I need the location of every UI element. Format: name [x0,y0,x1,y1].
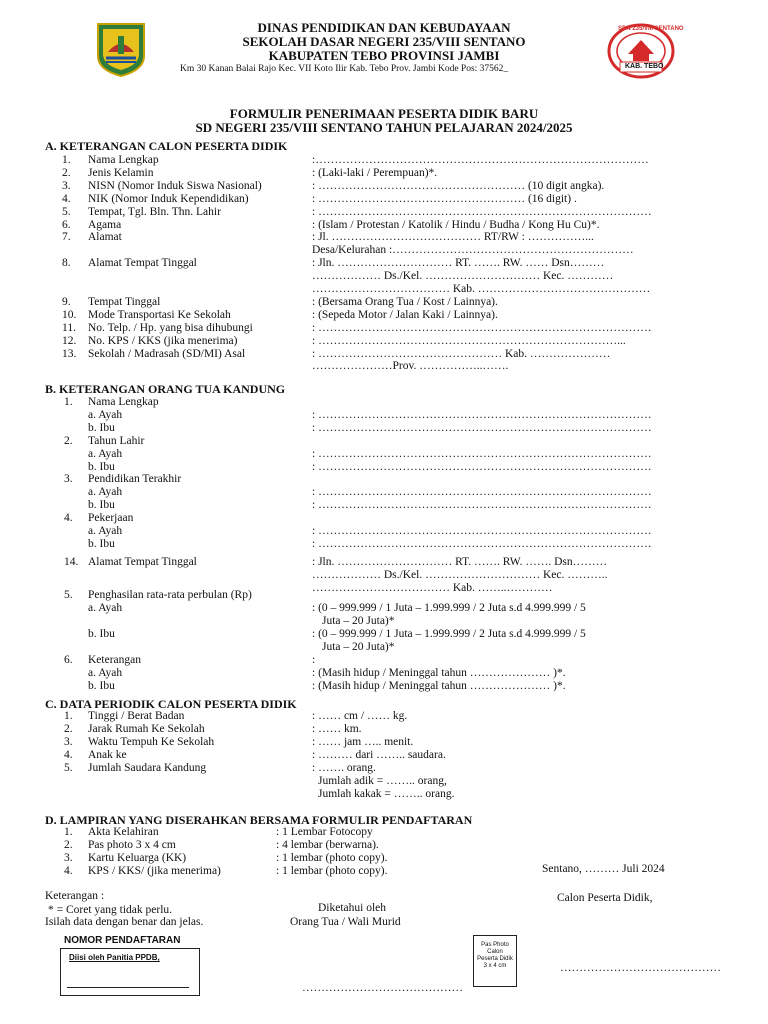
row-label: No. KPS / KKS (jika menerima) [88,334,238,347]
row-label: Jarak Rumah Ke Sekolah [88,722,205,735]
registration-note: Diisi oleh Panitia PPDB, [69,953,160,962]
header-line-2: SEKOLAH DASAR NEGERI 235/VIII SENTANO [242,34,526,49]
registration-line [67,987,189,988]
header-line-1: DINAS PENDIDIKAN DAN KEBUDAYAAN [257,20,511,35]
row-number: 3. [64,851,73,864]
row-field[interactable]: : …… jam ….. menit. [312,735,414,748]
row-field[interactable]: : ……. orang. [312,761,376,774]
row-label: Waktu Tempuh Ke Sekolah [88,735,215,748]
row-number: 4. [62,192,71,205]
row-label: Nama Lengkap [88,396,159,408]
registration-number-title: NOMOR PENDAFTARAN [64,935,181,946]
place-date: Sentano, ……… Juli 2024 [542,863,665,875]
row-label: b. Ibu [88,460,115,473]
row-label: Jumlah Saudara Kandung [88,761,207,774]
status-ibu-value: : (Masih hidup / Meninggal tahun ………………… )*. [312,680,566,692]
status-ibu-label: b. Ibu [88,680,115,692]
row-label: Mode Transportasi Ke Sekolah [88,308,231,321]
row-field[interactable]: : …………………………………………………………………………… [312,421,652,434]
row-number: 2. [62,166,71,179]
row-label: Sekolah / Madrasah (SD/MI) Asal [88,347,246,360]
row-number: 8. [62,257,71,270]
row-number: 3. [62,179,71,192]
row-field[interactable]: ……………………………… Kab. ……………………………………… [312,283,651,295]
row-field[interactable]: : …………………………………………………………………………… [312,537,652,550]
row-label: a. Ayah [88,486,123,499]
status-colon: : [312,654,316,666]
row-label: a. Ayah [88,525,123,537]
row-field[interactable]: : Jln. ………………………… RT. ……. RW. …… Dsn……… [312,257,605,270]
row-number: 12. [62,334,77,347]
section-c-heading: C. DATA PERIODIK CALON PESERTA DIDIK [45,697,297,711]
row-label: Tempat Tinggal [88,295,161,308]
form-title-1: FORMULIR PENERIMAAN PESERTA DIDIK BARU [229,106,539,121]
notes-label: Keterangan : [45,890,105,902]
row-field[interactable]: : (Bersama Orang Tua / Kost / Lainnya). [312,295,498,308]
row-label: Tahun Lahir [88,434,145,447]
row-label: Anak ke [88,748,127,761]
parent-signature-line: …………………………………… [302,982,463,994]
row-label: b. Ibu [88,421,115,434]
row-label: Alamat [88,231,122,244]
row-number: 4. [64,864,73,877]
row-field[interactable]: : ………………………………………… Kab. ………………… [312,347,611,360]
row-number: 6. [62,218,71,231]
row-field[interactable]: : …………………………………………………………………………… [312,205,652,218]
row-label: Tempat, Tgl. Bln. Thn. Lahir [88,205,221,218]
row-number: 7. [62,231,71,244]
row-number: 11. [62,321,76,334]
row-label: a. Ayah [88,408,123,421]
row-number: 9. [62,295,71,308]
photo-text-4: 3 x 4 cm [483,963,507,969]
row-field[interactable]: : ……………………………………………… (10 digit angka). [312,179,605,192]
row-number: 3. [64,735,73,748]
row-label: b. Ibu [88,537,115,550]
row-label: Jenis Kelamin [88,166,154,179]
row-label: b. Ibu [88,499,115,512]
income-label: Penghasilan rata-rata perbulan (Rp) [88,589,252,601]
section-b-heading: B. KETERANGAN ORANG TUA KANDUNG [45,382,286,396]
seal-text-top: SDN 235/VIII SENTANO [618,26,684,32]
row-label: Pas photo 3 x 4 cm [88,838,176,851]
row-label: No. Telp. / Hp. yang bisa dihubungi [88,321,253,334]
income-ibu-label: b. Ibu [88,628,115,640]
row-field[interactable]: : (Laki-laki / Perempuan)*. [312,166,438,179]
row-field[interactable]: : ……… dari …….. saudara. [312,748,446,761]
row-field[interactable]: : 1 lembar (photo copy). [276,864,388,877]
income-ibu-line-2: Juta – 20 Juta)* [322,641,395,653]
candidate-signature-line: …………………………………… [560,962,721,974]
row-field[interactable]: : Jln. ………………………… RT. ……. RW. ……. Dsn……… [312,555,608,568]
income-ayah-label: a. Ayah [88,602,123,614]
photo-text-1: Pas Photo [481,942,509,948]
row-number: 13. [62,347,77,360]
row-label: Akta Kelahiran [88,826,159,838]
candidate-label: Calon Peserta Didik, [557,892,653,904]
row-field[interactable]: : …………………………………………………………………………… [312,486,652,499]
row-number: 2. [64,722,73,735]
section-a-heading: A. KETERANGAN CALON PESERTA DIDIK [45,139,288,153]
row-label: KPS / KKS/ (jika menerima) [88,864,221,877]
row-number: 2. [64,434,73,447]
row-field[interactable]: : …………………………………………………………………………… [312,321,652,334]
income-num: 5. [64,589,73,601]
row-field[interactable]: ……………………………… Kab. ……..………… [312,581,553,594]
jumlah-kakak: Jumlah kakak = …….. orang. [318,788,455,800]
row-label: Alamat Tempat Tinggal [88,555,197,568]
status-num: 6. [64,654,73,666]
row-field[interactable]: : 1 lembar (photo copy). [276,851,388,864]
row-field[interactable]: : …… cm / …… kg. [312,710,408,722]
row-field[interactable]: : …………………………………………………………………………… [312,447,652,460]
row-number: 1. [62,154,71,166]
header-line-3: KABUPATEN TEBO PROVINSI JAMBI [268,48,500,63]
status-label: Keterangan [88,654,141,666]
row-label: Alamat Tempat Tinggal [88,257,197,270]
row-label: NIK (Nomor Induk Kependidikan) [88,192,249,205]
row-field[interactable]: : …………………………………………………………………………… [312,460,652,473]
jumlah-adik: Jumlah adik = …….. orang, [318,775,447,787]
registration-number-box[interactable] [60,948,200,996]
row-field[interactable]: : …………………………………………………………………………… [312,525,652,537]
row-field[interactable]: :…………………………………………………………………………… [312,154,649,166]
form-title-2: SD NEGERI 235/VIII SENTANO TAHUN PELAJARAN 2024/2025 [195,120,573,135]
row-field[interactable]: : 4 lembar (berwarna). [276,838,379,851]
row-number: 4. [64,512,73,525]
row-label: a. Ayah [88,447,123,460]
parent-label: Orang Tua / Wali Murid [290,916,401,928]
row-field[interactable]: ……………… Ds./Kel. ………………………… Kec. ………… [312,270,614,283]
photo-box [473,935,517,987]
income-ayah-line-1: : (0 – 999.999 / 1 Juta – 1.999.999 / 2 Juta s.d 4.999.999 / 5 [312,602,586,614]
row-number: 10. [62,308,77,321]
row-number: 4. [64,748,73,761]
row-field[interactable]: : ……………………………………………… (16 digit) . [312,192,577,205]
row-field[interactable]: : …… km. [312,722,362,735]
row-field[interactable]: : …………………………………………………………………………… [312,499,652,512]
row-field[interactable]: : 1 Lembar Fotocopy [276,826,373,838]
row-field[interactable]: …………………Prov. ……………..……. [312,360,509,373]
row-label: Pendidikan Terakhir [88,473,182,486]
row-number: 2. [64,838,73,851]
row-number: 3. [64,473,73,486]
row-label: Pekerjaan [88,512,134,525]
row-field[interactable]: Desa/Kelurahan :……………………………………………………… [312,244,634,257]
row-field[interactable]: ……………… Ds./Kel. ………………………… Kec. ……….. [312,568,608,581]
section-d-heading: D. LAMPIRAN YANG DISERAHKAN BERSAMA FORMULIR PENDAFTARAN [45,813,473,827]
row-number: 1. [64,396,73,408]
row-field[interactable]: : Jl. ………………………………… RT/RW : ……………... [312,231,594,244]
row-number: 14. [64,555,79,568]
status-ayah-label: a. Ayah [88,667,123,679]
row-field[interactable]: : ……………………………………………………………………... [312,334,626,347]
school-seal [606,22,684,85]
income-ayah-line-2: Juta – 20 Juta)* [322,615,395,627]
status-ayah-value: : (Masih hidup / Meninggal tahun ………………… )*. [312,667,566,679]
income-ibu-line-1: : (0 – 999.999 / 1 Juta – 1.999.999 / 2 Juta s.d 4.999.999 / 5 [312,628,586,640]
row-number: 1. [64,710,73,722]
note-2: Isilah data dengan benar dan jelas. [45,916,204,928]
row-number: 5. [62,205,71,218]
row-field[interactable]: : (Sepeda Motor / Jalan Kaki / Lainnya). [312,308,498,321]
row-label: Kartu Keluarga (KK) [88,851,187,864]
row-label: NISN (Nomor Induk Siswa Nasional) [88,179,262,192]
row-field[interactable]: : …………………………………………………………………………… [312,408,652,421]
known-by: Diketahui oleh [318,902,387,914]
row-number: 5. [64,761,73,774]
note-1: * = Coret yang tidak perlu. [48,904,173,916]
school-address: Km 30 Kanan Balai Rajo Kec. VII Koto Ilir Kab. Tebo Prov. Jambi Kode Pos: 37562_ [180,64,509,74]
row-field[interactable]: : (Islam / Protestan / Katolik / Hindu / Budha / Kong Hu Cu)*. [312,218,600,231]
seal-text-bottom: KAB. TEBO [625,63,664,70]
photo-text-2: Calon [487,949,503,955]
row-label: Tinggi / Berat Badan [88,710,185,722]
photo-text-3: Peserta Didik [477,956,513,962]
row-label: Nama Lengkap [88,154,159,166]
row-number: 1. [64,826,73,838]
row-label: Agama [88,218,122,231]
